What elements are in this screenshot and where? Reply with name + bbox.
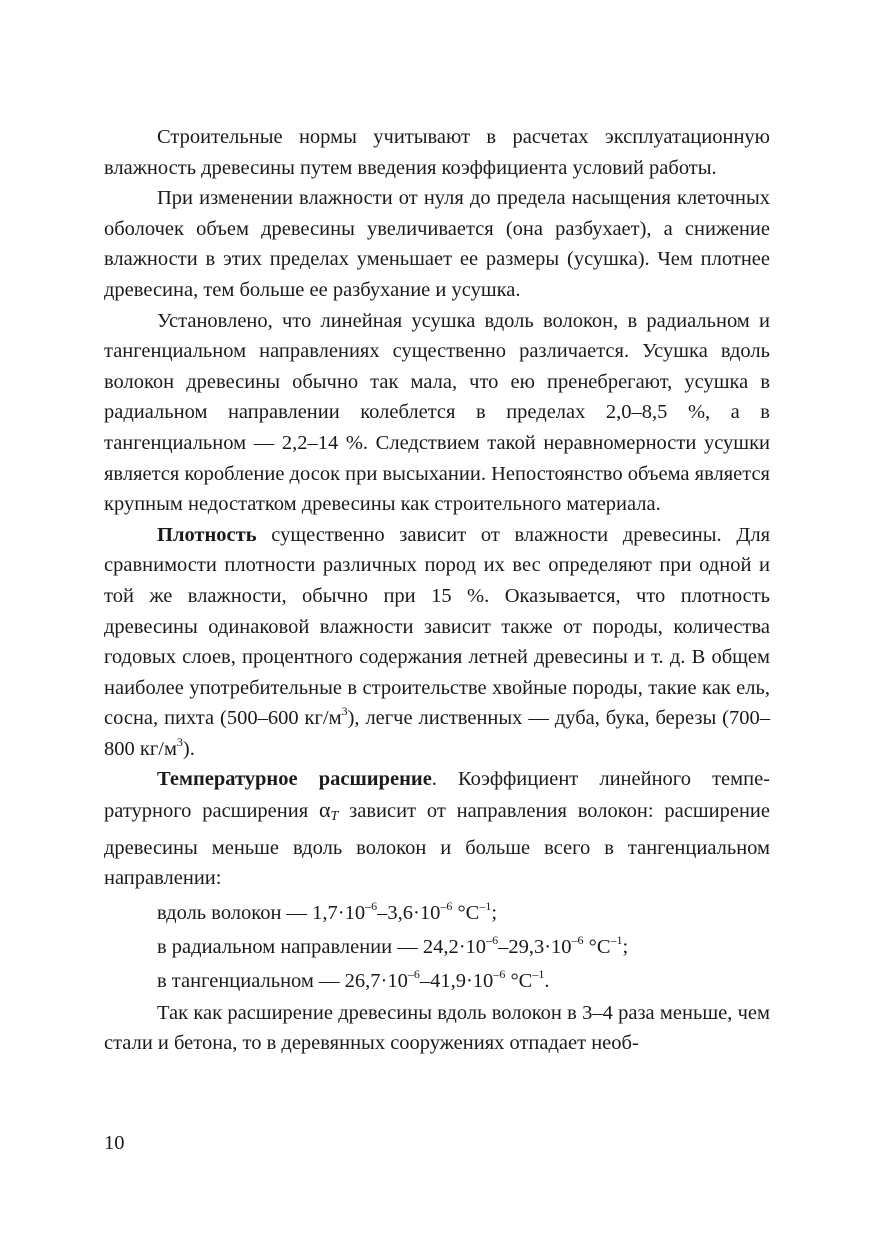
formula-end: ;: [622, 935, 629, 958]
paragraph-density: [104, 520, 770, 765]
formula-unit: °С: [583, 935, 611, 958]
thermal-text-b: зависит от направления волокон: расширение древесины меньше вдоль волокон и больше всего в тангенциальном направлении:: [104, 800, 770, 890]
formula-end: .: [544, 969, 550, 992]
page-number: 10: [104, 1132, 125, 1154]
alpha-subscript: T: [330, 809, 339, 825]
formula-unit: °С: [505, 969, 533, 992]
paragraph-building-codes: Строительные нормы учитывают в расчетах эксплуатационную влажность древесины путем введения коэффициента условий работы.: [104, 126, 770, 179]
formula-exponent: –6: [486, 932, 499, 947]
paragraph-swelling-shrinkage: При изменении влажности от нуля до предела насыщения клеточных оболочек объем древесины увеличивается (она разбухает), а снижение влажности в этих пределах уменьшает ее размеры (усушка). Чем плотнее древесина, тем больше ее разбухание и усушка.: [104, 187, 770, 301]
formula-mid: –3,6·10: [377, 901, 441, 924]
formula-radial: [104, 930, 770, 964]
density-text-mid: ), легче лиственных — дуба, бука, березы (700–800 кг/м: [104, 707, 770, 760]
density-text: существенно зависит от влажности древесины. Для сравнимости плотности различных пород их вес определяют при одной и той же влажности, обычно при 15 %. Оказывается, что плотность древесины одинаковой влажности зависит также от породы, количества годовых слоев, процентного содержания летней древесины и т. д. В общем наиболее употребительные в строительстве хвойные породы, такие как ель, сосна, пихта (500–600 кг/м: [104, 523, 770, 730]
paragraph-linear-shrinkage: Установлено, что линейная усушка вдоль волокон, в радиальном и тангенциальном направлениях существенно различается. Усушка вдоль волокон древесины обычно так мала, что ею пренебрегают, усушка в радиальном направлении колеблется в пределах 2,0–8,5 %, а в тангенциальном — 2,2–14 %. Следствием такой неравномерности усушки является коробление досок при высыхании. Непостоянство объема является крупным недостатком древесины как строительного материала.: [104, 309, 770, 516]
density-text-end: ).: [182, 737, 195, 760]
term-thermal-expansion: Температурное расширение: [157, 768, 432, 791]
formula-mid: –41,9·10: [419, 969, 494, 992]
formula-end: ;: [491, 901, 498, 924]
formula-label: в радиальном направлении — 24,2·10: [157, 935, 487, 958]
paragraph-thermal-expansion: [104, 764, 770, 893]
formula-tangential: [104, 964, 770, 998]
density-sup-2: 3: [176, 734, 183, 749]
formula-exponent: –1: [479, 898, 492, 913]
formula-exponent: –6: [493, 966, 506, 981]
thermal-text-a: . Коэффициент линейного температурного расширения: [104, 768, 770, 823]
body-text: [104, 122, 770, 1059]
paragraph-expansion-conclusion: Так как расширение древесины вдоль волокон в 3–4 раза меньше, чем стали и бетона, то в деревянных сооружениях отпадает необ-: [104, 1001, 770, 1055]
term-density: Плотность: [157, 523, 257, 546]
formula-label: в тангенциальном — 26,7·10: [157, 969, 408, 992]
formula-exponent: –6: [365, 898, 378, 913]
formula-unit: °С: [452, 901, 480, 924]
formula-label: вдоль волокон — 1,7·10: [157, 901, 366, 924]
formula-exponent: –6: [407, 966, 420, 981]
formula-exponent: –1: [532, 966, 545, 981]
alpha-letter: α: [318, 797, 331, 823]
alpha-symbol: [318, 797, 339, 825]
formula-mid: –29,3·10: [498, 935, 572, 958]
formula-exponent: –6: [440, 898, 453, 913]
formula-along-fibers: [104, 896, 770, 930]
formula-exponent: –1: [610, 932, 623, 947]
formula-exponent: –6: [571, 932, 584, 947]
density-sup-1: 3: [341, 704, 348, 719]
